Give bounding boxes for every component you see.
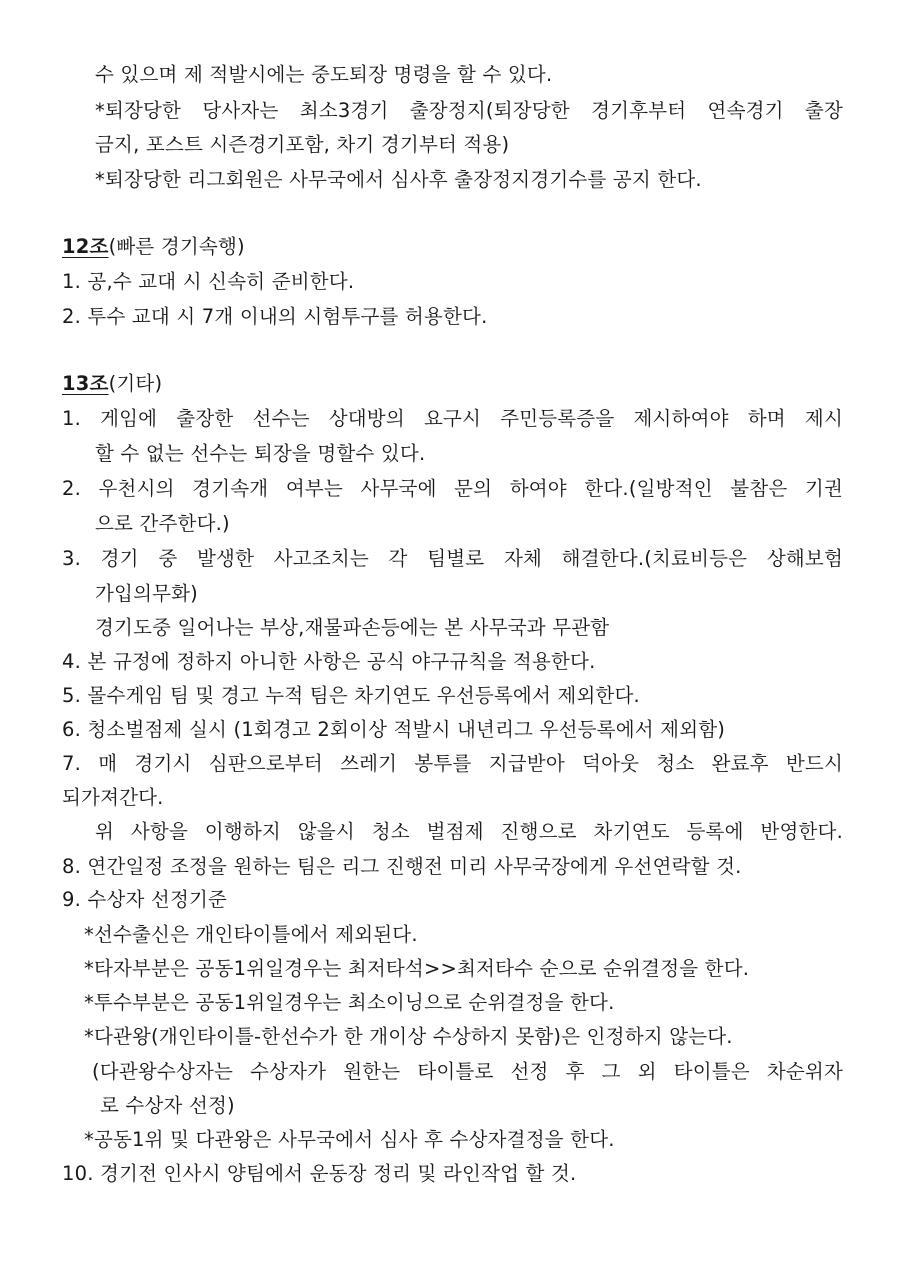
list-item: 7. 매 경기시 심판으로부터 쓰레기 봉투를 지급받아 덕아웃 청소 완료후 반드시 [62,752,843,775]
intro-line: *퇴장당한 리그회원은 사무국에서 심사후 출장정지경기수를 공지 한다. [95,168,702,191]
list-subitem: *다관왕(개인타이틀-한선수가 한 개이상 수상하지 못함)은 인정하지 않는다. [84,1025,733,1048]
list-subitem: (다관왕수상자는 수상자가 원한는 타이틀로 선정 후 그 외 타이틀은 차순위자 [92,1060,843,1083]
list-subitem-continuation: 로 수상자 선정) [100,1094,235,1117]
list-item-continuation: 가입의무화) [95,582,198,605]
list-item: 2. 투수 교대 시 7개 이내의 시험투구를 허용한다. [62,305,488,328]
article-number: 13조 [62,372,109,395]
list-item: 3. 경기 중 발생한 사고조치는 각 팀별로 자체 해결한다.(치료비등은 상해보험 [62,547,843,570]
list-item: 2. 우천시의 경기속개 여부는 사무국에 문의 하여야 한다.(일방적인 불참은 기권 [62,477,843,500]
list-item-continuation: 할 수 없는 선수는 퇴장을 명할수 있다. [95,442,426,465]
intro-line: *퇴장당한 당사자는 최소3경기 출장정지(퇴장당한 경기후부터 연속경기 출장 [95,99,843,122]
list-item-continuation: 위 사항을 이행하지 않을시 청소 벌점제 진행으로 차기연도 등록에 반영한다. [95,820,843,843]
article-13-heading [62,370,843,398]
list-item: 1. 게임에 출장한 선수는 상대방의 요구시 주민등록증을 제시하여야 하며 제시 [62,407,843,430]
list-subitem: *투수부분은 공동1위일경우는 최소이닝으로 순위결정을 한다. [84,991,615,1014]
article-12-heading [62,233,843,261]
list-item: 10. 경기전 인사시 양팀에서 운동장 정리 및 라인작업 할 것. [62,1162,577,1185]
article-title: (기타) [108,372,163,395]
list-subitem: *선수출신은 개인타이틀에서 제외된다. [84,923,418,946]
intro-line: 수 있으며 제 적발시에는 중도퇴장 명령을 할 수 있다. [95,63,553,86]
list-item: 1. 공,수 교대 시 신속히 준비한다. [62,270,355,293]
list-item-continuation: 으로 간주한다.) [95,512,230,535]
list-subitem: *공동1위 및 다관왕은 사무국에서 심사 후 수상자결정을 한다. [84,1128,615,1151]
list-item: 8. 연간일정 조정을 원하는 팀은 리그 진행전 미리 사무국장에게 우선연락할 것. [62,855,742,878]
list-item: 6. 청소벌점제 실시 (1회경고 2회이상 적발시 내년리그 우선등록에서 제외함) [62,718,726,741]
list-item: 9. 수상자 선정기준 [62,888,228,911]
list-item: 5. 몰수게임 팀 및 경고 누적 팀은 차기연도 우선등록에서 제외한다. [62,684,640,707]
list-item-continuation: 경기도중 일어나는 부상,재물파손등에는 본 사무국과 무관함 [95,616,610,639]
list-item: 4. 본 규정에 정하지 아니한 사항은 공식 야구규칙을 적용한다. [62,650,596,673]
list-item-continuation: 되가져간다. [62,786,164,809]
intro-line: 금지, 포스트 시즌경기포함, 차기 경기부터 적용) [95,133,510,156]
list-subitem: *타자부분은 공동1위일경우는 최저타석>>최저타수 순으로 순위결정을 한다. [84,957,750,980]
article-title: (빠른 경기속행) [108,235,245,258]
article-number: 12조 [62,235,109,258]
